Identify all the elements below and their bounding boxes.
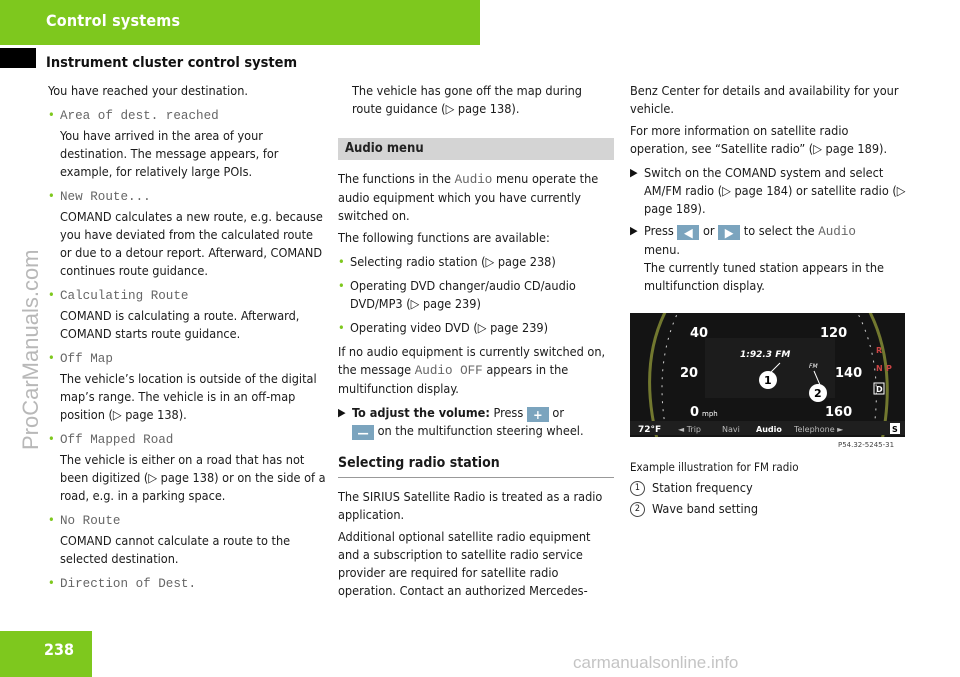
menu-item: Telephone ►: [794, 425, 844, 434]
message-desc: COMAND calculates a new route, e.g. because you have deviated from the calculated route or due to a detour report. Afterward, COMAND continues route guidance.: [60, 209, 323, 278]
page-number: 238: [44, 640, 75, 659]
message-code: Area of dest. reached: [60, 109, 219, 123]
list-item: [48, 511, 326, 530]
callout-2: 2: [814, 387, 822, 400]
image-caption: Example illustration for FM radio: [630, 460, 799, 474]
bullet-icon: •: [48, 107, 55, 122]
station-frequency: 1:92.3 FM: [740, 350, 791, 360]
functions-text: The functions in the Audio menu operate the audio equipment which you have currently switched on.: [338, 171, 599, 223]
section-header-tab: [0, 0, 480, 45]
message-code: Direction of Dest.: [60, 577, 197, 591]
speed-label: 20: [680, 366, 699, 381]
list-item: [48, 430, 326, 449]
section-title: Control systems: [46, 11, 181, 30]
more-info-text: For more information on satellite radio operation, see “Satellite radio” (▷ page 189).: [630, 123, 888, 156]
message-code: Off Mapped Road: [60, 433, 174, 447]
bottom-watermark: carmanualsonline.info: [573, 653, 739, 672]
s-indicator: S: [892, 425, 898, 434]
message-desc: COMAND cannot calculate a route to the selected destination.: [60, 533, 291, 566]
additional-text: Additional optional satellite radio equipment and a subscription to satellite radio service provider are required for satellite radio operation. Contact an authorized Mercedes-: [338, 529, 591, 598]
message-code: New Route...: [60, 190, 151, 204]
intro-text: You have reached your destination.: [48, 83, 248, 98]
instrument-cluster-image: [630, 313, 905, 450]
continued-text: Benz Center for details and availability for your vehicle.: [630, 83, 899, 116]
off-map-text: The vehicle has gone off the map during route guidance (▷ page 138).: [352, 83, 582, 116]
band-label: FM: [809, 363, 818, 370]
column-1: [48, 82, 326, 593]
list-item: [48, 349, 326, 368]
volume-instruction: ▶ To adjust the volume: Press + or — on the multifunction steering wheel.: [338, 405, 584, 440]
message-desc: The vehicle is either on a road that has not been digitized (▷ page 138) or on the side of a road, e.g. in a parking space.: [60, 452, 326, 503]
gear-indicator: N: [876, 364, 883, 373]
bullet-icon: •: [48, 188, 55, 203]
speed-label: 40: [690, 326, 709, 341]
cluster-illustration: [630, 313, 905, 450]
list-item: [48, 187, 326, 206]
step-2: ▶ Press ◀ or ▶ to select the Audio menu. The currently tuned station appears in the multifunction display.: [630, 223, 885, 293]
bullet-icon: •: [338, 278, 345, 293]
menu-code: Audio: [818, 225, 856, 239]
black-marker: [0, 48, 36, 68]
temperature: 72°F: [638, 425, 662, 435]
message-code: Audio OFF: [414, 364, 483, 378]
callout-1: 1: [764, 374, 772, 387]
arrow-icon: ▶: [338, 406, 346, 419]
list-item: [48, 106, 326, 125]
plus-key-icon: +: [527, 407, 549, 422]
step-1: ▶ Switch on the COMAND system and select AM/FM radio (▷ page 184) or satellite radio (▷ page 189).: [630, 165, 906, 216]
speed-label: 120: [820, 326, 848, 341]
message-desc: You have arrived in the area of your destination. The message appears, for example, for relatively large POIs.: [60, 128, 279, 179]
bullet-icon: •: [48, 287, 55, 302]
legend-item: 1 Station frequency: [630, 479, 908, 497]
page-subtitle: Instrument cluster control system: [46, 55, 298, 71]
message-desc: COMAND is calculating a route. Afterward, COMAND starts route guidance.: [60, 308, 300, 341]
message-code: Off Map: [60, 352, 113, 366]
speed-label: 140: [835, 366, 863, 381]
bullet-icon: •: [338, 254, 345, 269]
gear-indicator: D: [876, 385, 883, 394]
menu-code: Audio: [454, 173, 493, 187]
page-number-box: [0, 631, 92, 677]
audio-menu-title: Audio menu: [345, 141, 424, 156]
bullet-icon: •: [48, 512, 55, 527]
arrow-icon: ▶: [630, 224, 638, 237]
no-audio-text: If no audio equipment is currently switched on, the message Audio OFF appears in the multifunction display.: [338, 344, 606, 396]
message-desc: The vehicle’s location is outside of the digital map’s range. The vehicle is in an off-map position (▷ page 138).: [60, 371, 317, 422]
minus-key-icon: —: [352, 425, 374, 440]
side-watermark: ProCarManuals.com: [18, 249, 43, 450]
gear-indicator: R: [876, 346, 883, 355]
menu-item-active: Audio: [756, 425, 782, 434]
message-code: No Route: [60, 514, 121, 528]
column-3: [630, 82, 908, 518]
unit-label: mph: [702, 410, 718, 418]
audio-menu-heading: [338, 138, 614, 160]
arrow-icon: ▶: [630, 166, 638, 179]
list-item: • Selecting radio station (▷ page 238): [338, 254, 556, 269]
message-code: Calculating Route: [60, 289, 189, 303]
legend-item: 2 Wave band setting: [630, 500, 908, 518]
bullet-icon: •: [48, 350, 55, 365]
left-key-icon: ◀: [677, 225, 699, 240]
gear-indicator: P: [886, 364, 892, 373]
selecting-radio-heading: Selecting radio station: [338, 454, 614, 478]
legend-number: 1: [630, 481, 645, 496]
bullet-icon: •: [48, 431, 55, 446]
sirius-text: The SIRIUS Satellite Radio is treated as a radio application.: [338, 489, 603, 522]
list-item: [48, 574, 326, 593]
right-key-icon: ▶: [718, 225, 740, 240]
menu-item: ◄ Trip: [678, 425, 701, 434]
speed-label: 160: [825, 405, 853, 420]
legend-number: 2: [630, 502, 645, 517]
speed-label: 0: [690, 405, 700, 420]
bullet-icon: •: [48, 575, 55, 590]
list-item: • Operating DVD changer/audio CD/audio DVD/MP3 (▷ page 239): [338, 278, 576, 311]
list-item: • Operating video DVD (▷ page 239): [338, 320, 549, 335]
available-text: The following functions are available:: [338, 230, 550, 245]
column-2: [338, 82, 614, 600]
bullet-icon: •: [338, 320, 345, 335]
image-reference: P54.32-5245-31: [838, 441, 895, 449]
list-item: [48, 286, 326, 305]
menu-item: Navi: [722, 425, 740, 434]
